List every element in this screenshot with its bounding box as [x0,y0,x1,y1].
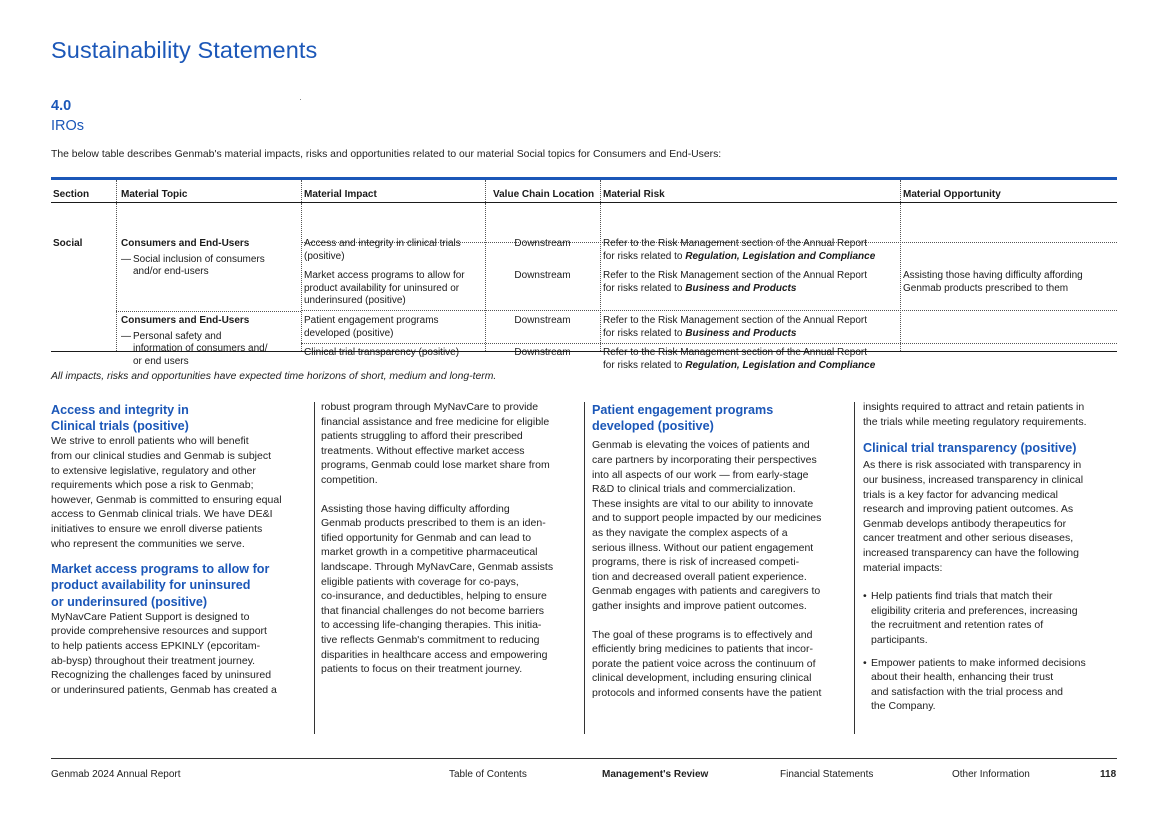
text-line: the Company. [871,700,936,713]
risk-cell [603,270,867,295]
risk-category: Regulation, Legislation and Compliance [685,250,876,262]
subtopic-line: Social inclusion of consumers [133,253,265,265]
risk-category: Business and Products [685,327,797,339]
nav-financial-statements[interactable]: Financial Statements [780,769,874,780]
section-social: Social [53,238,83,249]
topic-group-1 [121,238,301,279]
risk-prefix: for risks related to [603,359,686,371]
risk-line [603,283,867,296]
footer-rule [51,758,1117,759]
risk-line [603,360,875,373]
text-line: developed (positive) [592,419,714,434]
table-note: All impacts, risks and opportunities have expected time horizons of short, medium and long-term. [51,371,497,382]
text-line: tified opportunity for Genmab and can lead to [321,531,532,544]
location-cell: Downstream [514,270,571,281]
paragraph [863,458,1121,575]
text-line: and to support people impacted by our medicines [592,512,822,525]
text-line: Market access programs to allow for [51,562,270,577]
subtopic-line: or end users [133,355,189,367]
list-item-text [871,656,1121,714]
risk-line: Refer to the Risk Management section of the Annual Report [603,270,868,281]
risk-line [603,251,875,264]
topic-group-2 [121,315,301,368]
text-line: disparities in healthcare access and empowering [321,648,548,661]
text-line: programs, Genmab could lose market share from [321,459,550,472]
text-line: however, Genmab is committed to ensuring equal [51,493,282,506]
text-line: ab-bysp) throughout their treatment journey. [51,654,256,667]
section-number: 4.0 [51,98,72,114]
text-line: tion and decreased overall patient experience. [592,570,807,583]
text-line: participants. [871,633,928,646]
list-item-text [871,589,1121,647]
text-line: Empower patients to make informed decisions [871,656,1086,669]
risk-line [603,328,867,341]
text-line: as they navigate the complex aspects of a [592,526,788,539]
subtopic-dash: — [121,253,131,265]
text-line: requirements which pose a risk to Genmab; [51,479,254,492]
text-line: The goal of these programs is to effectively and [592,628,813,641]
nav-managements-review[interactable]: Management's Review [602,769,709,780]
text-column-2 [321,400,579,677]
impact-line: (positive) [304,250,345,262]
risk-cell [603,238,875,263]
text-line: research and improving patient outcomes. As [863,503,1074,516]
text-line: efficiently bring medicines to patients that incor- [592,643,814,656]
risk-prefix: for risks related to [603,250,686,262]
heading-market-access [51,561,309,610]
paragraph [321,400,579,488]
text-line: Genmab is elevating the voices of patients and [592,439,810,452]
text-line: Genmab products prescribed to them is an iden- [321,517,546,530]
text-line: initiatives to ensure we enroll diverse patients [51,522,263,535]
location-cell: Downstream [514,315,571,326]
text-line: the trials while meeting regulatory requirements. [863,415,1087,428]
text-line: treatments. Without effective market access [321,444,525,457]
column-divider [584,402,585,734]
impact-line: product availability for uninsured or [304,282,460,294]
text-line: robust program through MyNavCare to provide [321,401,539,413]
text-line: and satisfaction with the trial process and [871,685,1064,698]
location-cell: Downstream [514,347,571,358]
heading-line: Access and integrity in [51,403,189,417]
header-value-chain: Value Chain Location [493,189,595,200]
text-line: about their health, enhancing their trust [871,671,1054,684]
text-line: that financial challenges do not become barriers [321,604,544,617]
heading-patient-engagement [592,402,850,434]
text-line: protocols and informed consents have the patient [592,686,822,699]
risk-category: Business and Products [685,282,797,294]
text-line: or underinsured (positive) [51,594,208,609]
risk-line: Refer to the Risk Management section of the Annual Report [603,238,868,249]
page-number: 118 [1100,769,1117,780]
text-line: These insights are vital to our ability to innovate [592,497,814,510]
text-line: As there is risk associated with transparency in [863,459,1082,472]
paragraph [51,434,309,551]
header-material-impact: Material Impact [304,189,377,200]
text-line: co-insurance, and deductibles, helping to ensure [321,590,547,603]
text-line: product availability for uninsured [51,578,251,593]
impact-line: Patient engagement programs [304,315,439,326]
text-line: from our clinical studies and Genmab is subject [51,450,272,462]
text-line: serious illness. Without our patient engagement [592,541,814,554]
risk-prefix: for risks related to [603,282,686,294]
paragraph [592,438,850,613]
text-line: landscape. Through MyNavCare, Genmab assists [321,560,554,573]
intro-text: The below table describes Genmab's material impacts, risks and opportunities related to our material Social topics for Consumers and End-Users: [51,149,722,160]
risk-line: Refer to the Risk Management section of the Annual Report [603,315,868,326]
text-line: financial assistance and free medicine for eligible [321,415,550,428]
risk-prefix: for risks related to [603,327,686,339]
text-line: care partners by incorporating their perspectives [592,454,817,466]
risk-cell [603,347,875,372]
text-line: access to Genmab clinical trials. We have DE&I [51,508,273,521]
list-item [863,589,1121,647]
footer-report-name: Genmab 2024 Annual Report [51,769,181,780]
subtopic [121,331,301,369]
impact-cell [304,347,459,360]
header-material-opportunity: Material Opportunity [903,189,1001,200]
opportunity-line: Genmab products prescribed to them [903,282,1069,294]
text-line: market growth in a competitive pharmaceutical [321,546,538,559]
text-line: the recruitment and retention rates of [871,619,1044,632]
risk-category: Regulation, Legislation and Compliance [685,359,876,371]
location-cell: Downstream [514,238,571,249]
subtopic-line: and/or end-users [133,266,209,277]
text-line: Assisting those having difficulty affording [321,502,510,515]
text-line: cancer treatment and other serious diseases, [863,532,1074,545]
text-line: patients struggling to afford their prescribed [321,430,523,443]
text-line: MyNavCare Patient Support is designed to [51,610,250,623]
nav-table-of-contents[interactable]: Table of Contents [449,769,527,780]
text-line: programs, there is risk of increased competi- [592,556,800,569]
text-line: gather insights and improve patient outcomes. [592,599,807,612]
subtopic [121,254,301,279]
text-line: into all aspects of our work — from early-stage [592,468,809,481]
impact-list [863,589,1121,714]
iro-table [51,177,1117,371]
topic-title: Consumers and End-Users [121,238,250,249]
text-column-1 [51,402,309,697]
topic-title: Consumers and End-Users [121,315,250,326]
text-line: material impacts: [863,561,943,574]
text-line: Help patients find trials that match their [871,590,1053,603]
text-line: Genmab engages with patients and caregivers to [592,585,821,598]
impact-cell [304,270,465,308]
text-line: R&D to clinical trials and commercialization. [592,483,796,496]
text-line: eligibility criteria and preferences, increasing [871,604,1078,617]
table-body [51,203,1117,371]
text-line: Patient engagement programs [592,403,774,417]
paragraph [51,610,309,698]
header-section: Section [53,189,90,200]
impact-line: Access and integrity in clinical trials [304,238,461,249]
opportunity-cell [903,270,1083,295]
paragraph [321,502,579,677]
text-line: to accessing life-changing therapies. This initia- [321,619,542,632]
impact-line: Market access programs to allow for [304,270,465,281]
text-line: to extensive legislative, regulatory and other [51,464,256,477]
text-line: Recognizing the challenges faced by uninsured [51,669,272,682]
heading-clinical-transparency: Clinical trial transparency (positive) [863,441,1077,456]
text-line: or underinsured patients, Genmab has created a [51,683,277,696]
header-material-risk: Material Risk [603,189,665,200]
text-column-3 [592,402,850,701]
risk-line: Refer to the Risk Management section of the Annual Report [603,347,868,358]
impact-line: developed (positive) [304,327,394,339]
opportunity-line: Assisting those having difficulty affording [903,270,1083,281]
impact-line: Clinical trial transparency (positive) [304,347,460,358]
text-line: patients to focus on their treatment journey. [321,663,523,676]
column-divider [314,402,315,734]
impact-cell [304,238,461,263]
list-item [863,656,1121,714]
text-line: to help patients access EPKINLY (epcoritam- [51,639,261,652]
text-line: increased transparency can have the following [863,546,1079,559]
bullet: • [863,590,867,603]
page-title: Sustainability Statements [51,37,318,63]
heading-line: Clinical trials (positive) [51,419,189,434]
bullet: • [863,656,867,669]
impact-line: underinsured (positive) [304,295,406,306]
text-line: We strive to enroll patients who will benefit [51,435,249,448]
nav-other-information[interactable]: Other Information [952,769,1030,780]
text-line: competition. [321,473,378,486]
text-line: porate the patient voice across the continuum of [592,657,816,670]
paragraph [592,628,850,701]
risk-cell [603,315,867,340]
text-line: Genmab develops antibody therapeutics for [863,517,1067,530]
header-material-topic: Material Topic [121,189,188,200]
stray-dot [300,99,301,100]
text-line: insights required to attract and retain patients in [863,401,1085,413]
column-divider [854,402,855,734]
text-line: provide comprehensive resources and support [51,625,267,638]
text-line: who represent the communities we serve. [51,537,245,550]
impact-cell [304,315,439,340]
text-line: eligible patients with coverage for co-pays, [321,575,519,588]
text-line: tive reflects Genmab's commitment to reducing [321,633,540,646]
section-name: IROs [51,118,85,134]
heading-access-integrity [51,402,309,434]
text-line: our business, increased transparency in clinical [863,473,1084,486]
text-line: trials is a key factor for advancing medical [863,488,1058,501]
text-column-4 [863,400,1121,714]
subtopic-line: Personal safety and [133,330,222,342]
subtopic-dash: — [121,330,131,342]
table-header-row [51,180,1117,203]
text-line: clinical development, including ensuring clinical [592,672,812,685]
paragraph [863,400,1121,429]
subtopic-line: information of consumers and/ [133,343,268,354]
